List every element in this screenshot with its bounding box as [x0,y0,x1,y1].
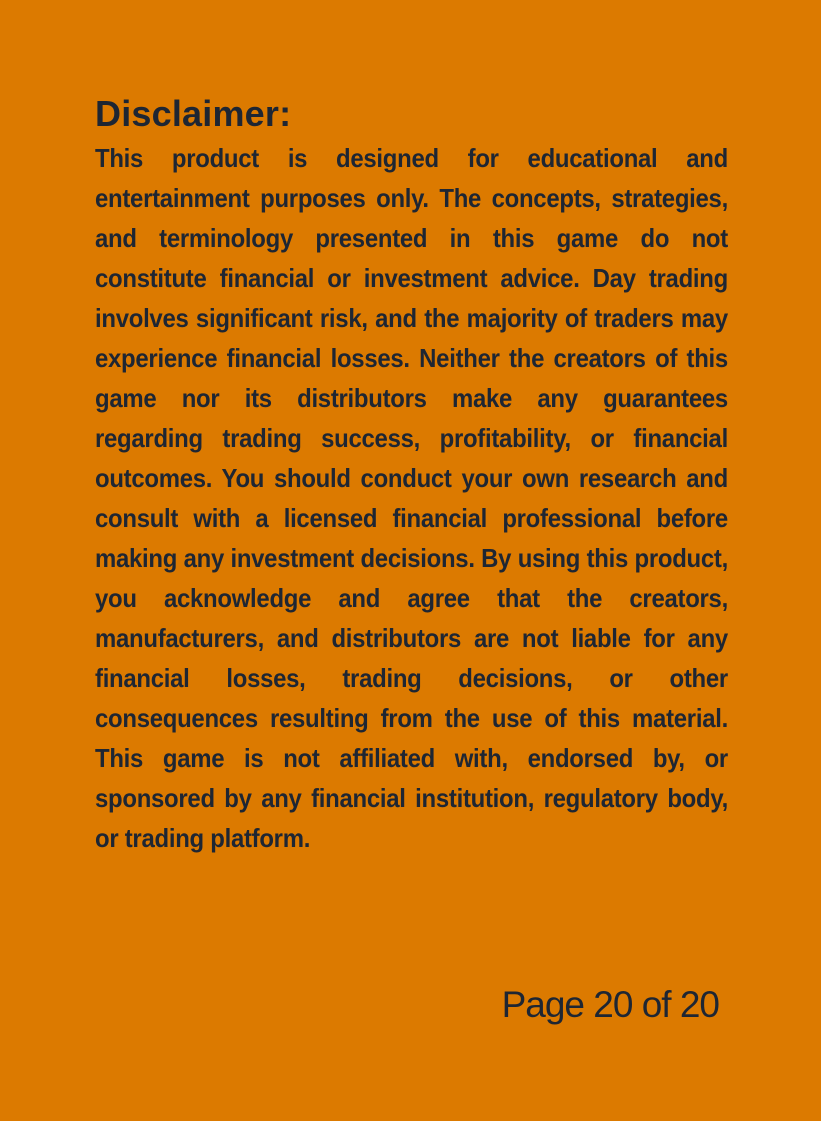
page-number: Page 20 of 20 [501,984,719,1025]
disclaimer-title: Disclaimer: [95,93,292,134]
disclaimer-body: This product is designed for educational and entertainment purposes only. The concepts, strategies, and terminology presented in this game do not constitute financial or investment advice. Day trading involves significant risk, and the majority of traders may experience financial losses. Neither the creators of this game nor its distributors make any guarantees regarding trading success, profitability, or financial outcomes. You should conduct your own research and consult with a licensed financial professional before making any investment decisions. By using this product, you acknowledge and agree that the creators, manufacturers, and distributors are not liable for any financial losses, trading decisions, or other consequences resulting from the use of this material. This game is not affiliated with, endorsed by, or sponsored by any financial institution, regulatory body, or trading platform. [95,143,728,853]
